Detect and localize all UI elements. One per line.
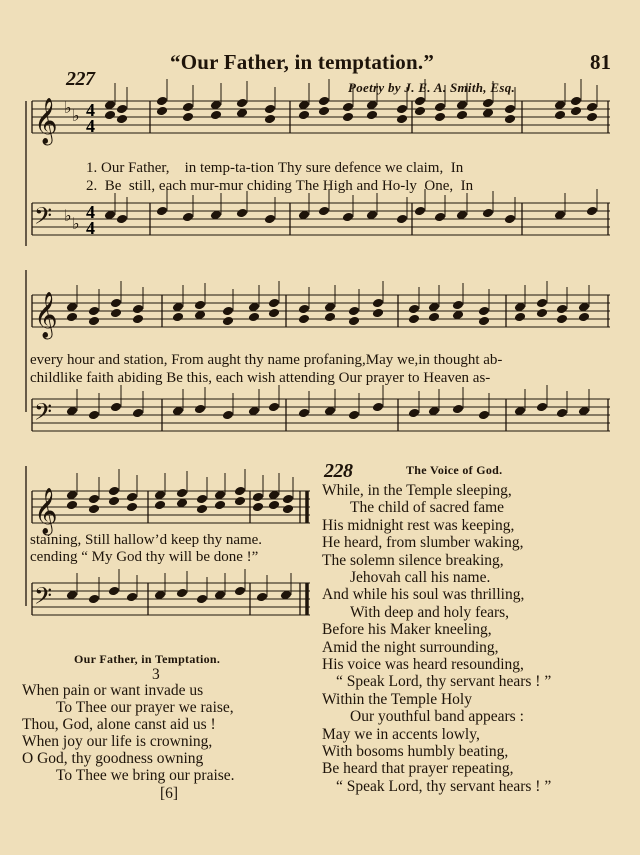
note-head	[196, 504, 208, 515]
flat-sign: ♭	[72, 106, 80, 125]
poem-title: Our Father, in Temptation.	[74, 652, 221, 666]
poem-line: To Thee our prayer we raise,	[56, 699, 234, 716]
note-head	[264, 114, 276, 125]
signature-mark: [6]	[160, 785, 179, 802]
note-head	[88, 410, 100, 421]
note-head	[132, 304, 144, 315]
note-head	[298, 304, 310, 315]
flat-sign: ♭	[64, 98, 72, 117]
note-head	[578, 312, 590, 323]
lyric-line-3-verse-1: staining, Still hallow’d keep thy name.	[30, 532, 263, 548]
note-head	[586, 206, 598, 217]
poem-line: When pain or want invade us	[22, 682, 204, 699]
note-head	[414, 106, 426, 117]
note-head	[248, 312, 260, 323]
note-head	[372, 298, 384, 309]
note-head	[264, 214, 276, 225]
note-head	[268, 308, 280, 319]
flat-sign: ♭	[72, 214, 80, 233]
lyric-line-2-verse-2: childlike faith abiding Be this, each wish attending Our prayer to Heaven as-	[30, 370, 491, 386]
note-head	[222, 306, 234, 317]
hymn-228-line: Within the Temple Holy	[322, 690, 472, 708]
note-head	[108, 586, 120, 597]
note-head	[414, 206, 426, 217]
note-head	[482, 98, 494, 109]
note-head	[556, 314, 568, 325]
note-head	[586, 112, 598, 123]
flat-sign: ♭	[64, 206, 72, 225]
note-head	[196, 594, 208, 605]
note-head	[268, 500, 280, 511]
note-head	[234, 586, 246, 597]
note-head	[234, 486, 246, 497]
note-head	[236, 98, 248, 109]
note-head	[342, 112, 354, 123]
note-head	[110, 298, 122, 309]
note-head	[88, 504, 100, 515]
note-head	[282, 504, 294, 515]
time-signature-bottom: 4	[86, 218, 95, 238]
note-head	[456, 110, 468, 121]
note-head	[132, 408, 144, 419]
note-head	[252, 502, 264, 513]
note-head	[88, 306, 100, 317]
note-head	[156, 206, 168, 217]
note-head	[234, 496, 246, 507]
note-head	[478, 316, 490, 327]
note-head	[196, 494, 208, 505]
note-head	[156, 106, 168, 117]
treble-clef-icon: 𝄞	[34, 292, 58, 338]
note-head	[298, 408, 310, 419]
poem-line: Thou, God, alone canst aid us !	[22, 716, 216, 733]
note-head	[104, 110, 116, 121]
note-head	[554, 110, 566, 121]
note-head	[342, 102, 354, 113]
poem-line: O God, thy goodness owning	[22, 750, 204, 767]
note-head	[536, 402, 548, 413]
note-head	[66, 312, 78, 323]
note-head	[154, 500, 166, 511]
note-head	[318, 206, 330, 217]
stanza-number: 3	[152, 666, 160, 683]
note-head	[116, 104, 128, 115]
note-head	[396, 114, 408, 125]
note-head	[116, 114, 128, 125]
note-head	[366, 110, 378, 121]
bass-clef-icon: 𝄢	[34, 398, 53, 431]
note-head	[556, 408, 568, 419]
hymn-228-line: “ Speak Lord, thy servant hears ! ”	[336, 777, 552, 795]
note-head	[428, 312, 440, 323]
treble-notes-2	[66, 281, 590, 326]
note-head	[132, 314, 144, 325]
note-head	[88, 316, 100, 327]
note-head	[298, 314, 310, 325]
note-head	[210, 110, 222, 121]
hymn-227-number: 227	[66, 68, 95, 90]
note-head	[214, 500, 226, 511]
hymn-228-line: With bosoms humbly beating,	[322, 743, 509, 760]
note-head	[556, 304, 568, 315]
treble-staff-3	[22, 486, 312, 536]
note-head	[222, 410, 234, 421]
note-head	[252, 492, 264, 503]
note-head	[348, 306, 360, 317]
note-head	[372, 308, 384, 319]
note-head	[222, 316, 234, 327]
note-head	[108, 486, 120, 497]
note-head	[110, 308, 122, 319]
bass-clef-icon: 𝄢	[34, 202, 53, 235]
note-head	[110, 402, 122, 413]
note-head	[182, 102, 194, 113]
note-head	[116, 214, 128, 225]
time-signature-bottom: 4	[86, 116, 95, 136]
poetry-credit: Poetry by J. E. A. Smith, Esq.	[348, 80, 516, 95]
note-head	[176, 488, 188, 499]
treble-staff-1	[22, 96, 612, 146]
hymn-228-title: The Voice of God.	[406, 463, 503, 477]
hymn-228-line: May we in accents lowly,	[322, 725, 480, 743]
bass-staff-1	[22, 198, 612, 248]
treble-staff-2	[22, 290, 612, 340]
note-head	[256, 592, 268, 603]
note-head	[504, 114, 516, 125]
hymn-228-line: Amid the night surrounding,	[322, 638, 499, 656]
lyric-line-2-verse-1: every hour and station, From aught thy name profaning,May we,in thought ab-	[30, 352, 503, 368]
note-head	[504, 104, 516, 115]
note-head	[570, 106, 582, 117]
note-head	[268, 402, 280, 413]
note-head	[194, 300, 206, 311]
note-head	[452, 404, 464, 415]
treble-clef-icon: 𝄞	[34, 98, 58, 144]
hymn-228-number: 228	[324, 460, 353, 482]
note-head	[88, 494, 100, 505]
note-head	[126, 492, 138, 503]
note-head	[236, 208, 248, 219]
note-head	[318, 96, 330, 107]
note-head	[156, 96, 168, 107]
bass-staff-3	[22, 578, 312, 628]
note-head	[342, 212, 354, 223]
note-head	[504, 214, 516, 225]
note-head	[126, 502, 138, 513]
hymn-228-line: His midnight rest was keeping,	[322, 516, 515, 534]
note-head	[434, 212, 446, 223]
note-head	[268, 298, 280, 309]
note-head	[482, 208, 494, 219]
lyric-line-1-verse-1: 1. Our Father, in temp-ta-tion Thy sure defence we claim, In	[86, 160, 464, 176]
note-head	[570, 96, 582, 107]
note-head	[324, 312, 336, 323]
note-head	[172, 312, 184, 323]
note-head	[182, 112, 194, 123]
lyric-line-3-verse-2: cending “ My God thy will be done !”	[30, 549, 259, 565]
note-head	[372, 402, 384, 413]
hymn-228-line: He heard, from slumber waking,	[322, 534, 524, 552]
note-head	[88, 594, 100, 605]
time-signature-top: 4	[86, 100, 95, 120]
note-head	[414, 96, 426, 107]
page-title: “Our Father, in temptation.”	[170, 50, 435, 74]
note-head	[298, 110, 310, 121]
hymn-228-line: The solemn silence breaking,	[322, 551, 504, 569]
note-head	[452, 300, 464, 311]
note-head	[408, 314, 420, 325]
hymn-228-line: With deep and holy fears,	[350, 603, 510, 621]
note-head	[514, 312, 526, 323]
note-head	[536, 308, 548, 319]
note-head	[478, 306, 490, 317]
note-head	[318, 106, 330, 117]
note-head	[408, 304, 420, 315]
note-head	[434, 112, 446, 123]
treble-clef-icon: 𝄞	[34, 488, 58, 534]
hymn-228-line: Our youthful band appears :	[350, 708, 524, 726]
poem-line: To Thee we bring our praise.	[56, 767, 235, 784]
bass-clef-icon: 𝄢	[34, 582, 53, 615]
hymn-228-line: Jehovah call his name.	[350, 569, 491, 586]
hymn-228-line: And while his soul was thrilling,	[322, 586, 525, 604]
note-head	[396, 104, 408, 115]
hymn-228-line: Be heard that prayer repeating,	[322, 760, 514, 778]
hymn-228-line: Before his Maker kneeling,	[322, 621, 492, 639]
note-head	[348, 410, 360, 421]
note-head	[434, 102, 446, 113]
page-number: 81	[590, 50, 611, 74]
hymn-228-line: “ Speak Lord, thy servant hears ! ”	[336, 673, 552, 691]
note-head	[282, 494, 294, 505]
note-head	[126, 592, 138, 603]
bass-staff-2	[22, 394, 612, 444]
note-head	[176, 588, 188, 599]
time-signature-top: 4	[86, 202, 95, 222]
note-head	[536, 298, 548, 309]
poem-line: When joy our life is crowning,	[22, 733, 213, 750]
hymn-228-line: While, in the Temple sleeping,	[322, 482, 512, 499]
treble-notes-3	[66, 469, 294, 514]
note-head	[586, 102, 598, 113]
note-head	[348, 316, 360, 327]
note-head	[194, 404, 206, 415]
hymn-228-line: His voice was heard resounding,	[322, 656, 524, 673]
note-head	[108, 496, 120, 507]
note-head	[396, 214, 408, 225]
note-head	[264, 104, 276, 115]
hymn-228-line: The child of sacred fame	[350, 499, 505, 517]
note-head	[408, 408, 420, 419]
lyric-line-1-verse-2: 2. Be still, each mur-mur chiding The High and Ho-ly One, In	[86, 178, 474, 194]
note-head	[182, 212, 194, 223]
note-head	[66, 500, 78, 511]
note-head	[478, 410, 490, 421]
